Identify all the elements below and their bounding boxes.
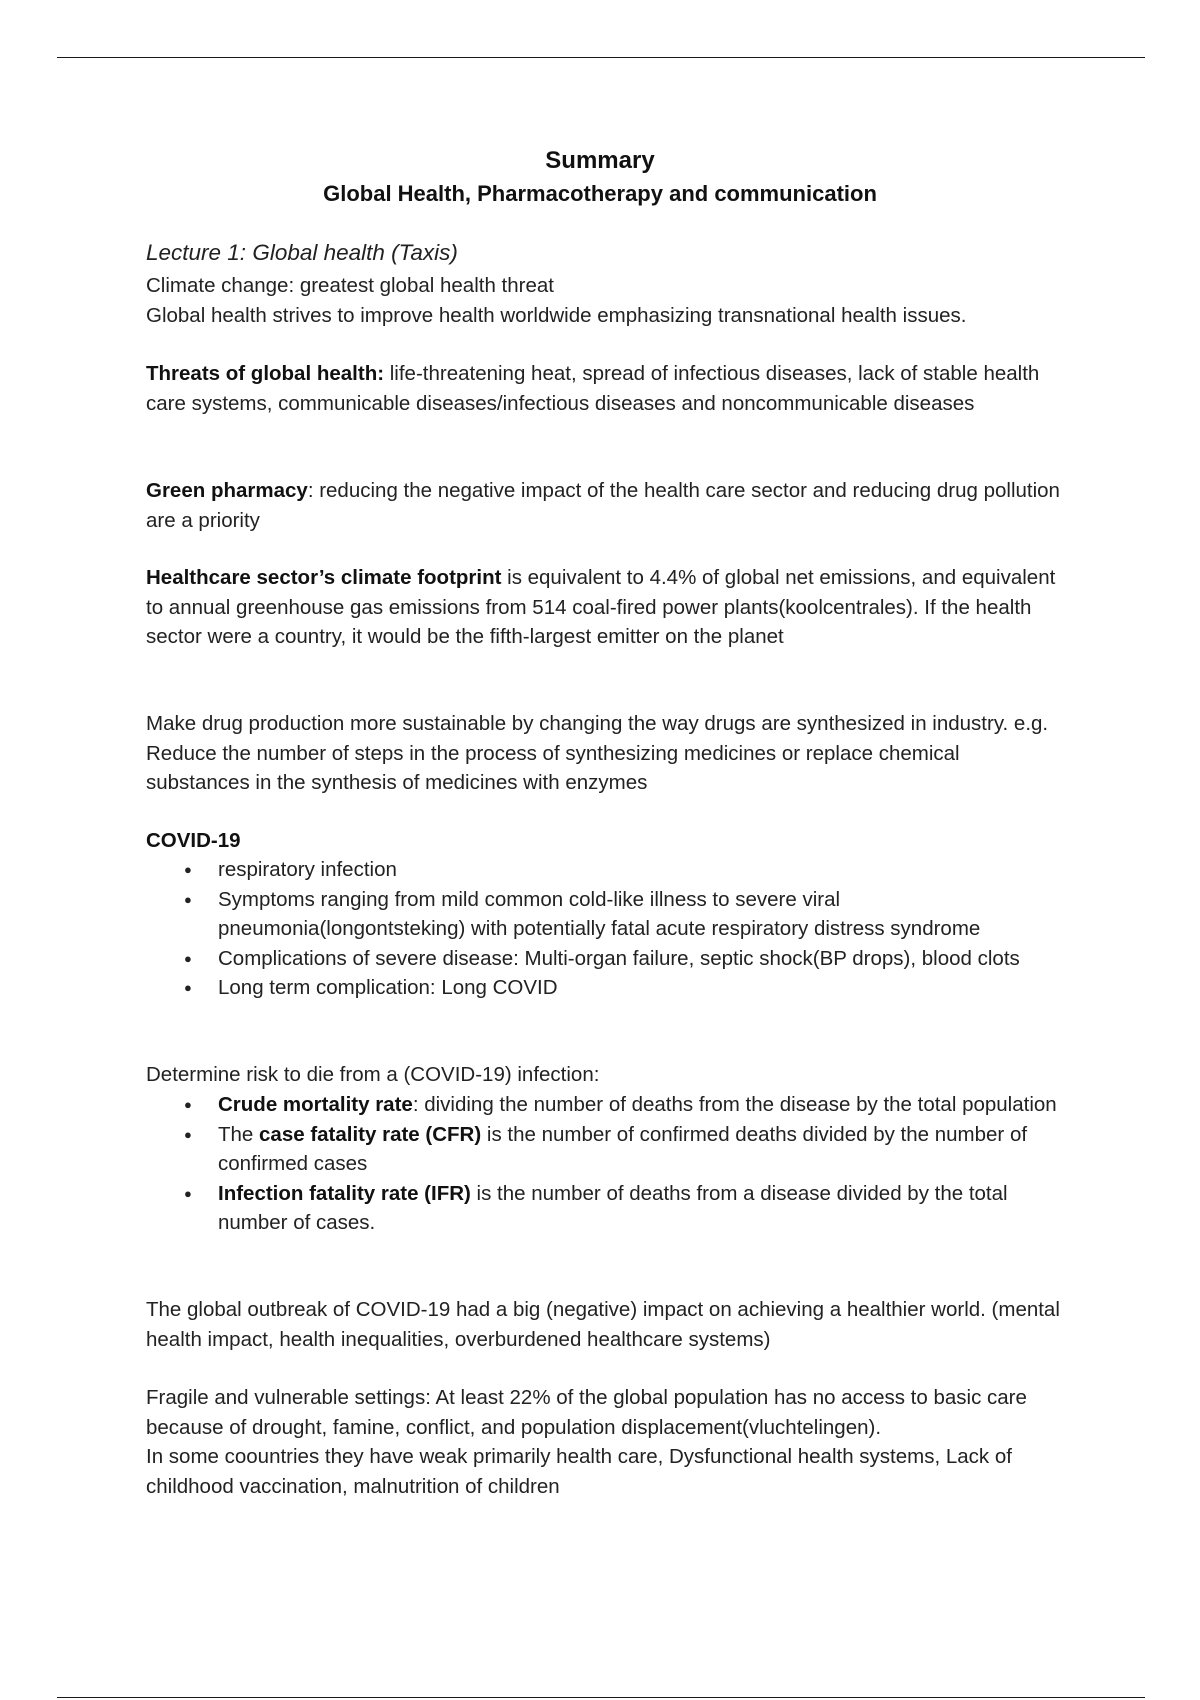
list-item	[146, 1179, 1066, 1238]
threats-paragraph	[146, 359, 1066, 418]
footprint-paragraph	[146, 563, 1066, 652]
covid-heading	[146, 826, 1066, 856]
cfr-term: case fatality rate (CFR)	[259, 1122, 482, 1146]
bottom-rule	[57, 1697, 1145, 1698]
outbreak-paragraph: The global outbreak of COVID-19 had a big (negative) impact on achieving a healthier world. (mental health impact, health inequalities, overburdened healthcare systems)	[146, 1298, 1060, 1351]
document-title: Summary	[545, 147, 655, 174]
crude-mortality-text: : dividing the number of deaths from the disease by the total population	[412, 1093, 1057, 1116]
crude-mortality-term: Crude mortality rate	[218, 1093, 413, 1116]
risk-intro: Determine risk to die from a (COVID-19) infection:	[146, 1063, 600, 1086]
covid-list	[146, 855, 1066, 1003]
lecture-heading: Lecture 1: Global health (Taxis)	[146, 240, 458, 265]
covid-heading-text: COVID-19	[146, 829, 241, 852]
ifr-term: Infection fatality rate (IFR)	[218, 1181, 471, 1205]
intro-line: Climate change: greatest global health threat	[146, 274, 554, 297]
threats-term: Threats of global health:	[146, 362, 385, 385]
green-pharmacy-paragraph	[146, 476, 1066, 535]
list-item: ● Symptoms ranging from mild common cold-like illness to severe viral pneumonia(longontsteking) with potentially fatal acute respiratory distress syndrome	[146, 885, 1066, 944]
list-item: ● Complications of severe disease: Multi-organ failure, septic shock(BP drops), blood clots	[146, 944, 1066, 974]
risk-list	[146, 1090, 1066, 1238]
green-pharmacy-text: : reducing the negative impact of the health care sector and reducing drug pollution are a priority	[146, 479, 1060, 532]
threats-text: life-threatening heat, spread of infectious diseases, lack of stable health care systems, communicable diseases/infectious diseases and noncommunicable diseases	[146, 362, 1040, 415]
list-item	[146, 1090, 1066, 1120]
sustainable-paragraph: Make drug production more sustainable by changing the way drugs are synthesized in industry. e.g. Reduce the number of steps in the process of synthesizing medicines or replace chemical substances in the synthesis of medicines with enzymes	[146, 712, 1049, 794]
list-item: ● respiratory infection	[146, 855, 1066, 885]
cfr-prefix: The	[218, 1122, 260, 1146]
intro-line: Global health strives to improve health worldwide emphasizing transnational health issues.	[146, 304, 967, 327]
footprint-term: Healthcare sector’s climate footprint	[146, 566, 502, 589]
top-rule	[57, 57, 1145, 58]
document-subtitle: Global Health, Pharmacotherapy and communication	[323, 181, 877, 206]
footprint-text: is equivalent to 4.4% of global net emissions, and equivalent to annual greenhouse gas emissions from 514 coal-fired power plants(koolcentrales). If the health sector were a country, it would be the fifth-largest emitter on the planet	[146, 566, 1056, 648]
list-item: ● Long term complication: Long COVID	[146, 973, 1066, 1003]
green-pharmacy-term: Green pharmacy	[146, 479, 308, 502]
list-item	[146, 1120, 1066, 1179]
fragile-paragraph-2: In some coountries they have weak primarily health care, Dysfunctional health systems, Lack of childhood vaccination, malnutrition of children	[146, 1445, 1012, 1498]
cfr-text: is the number of confirmed deaths divided by the number of confirmed cases	[218, 1122, 1028, 1175]
fragile-paragraph: Fragile and vulnerable settings: At least 22% of the global population has no access to basic care because of drought, famine, conflict, and population displacement(vluchtelingen).	[146, 1386, 1027, 1439]
ifr-text: is the number of deaths from a disease divided by the total number of cases.	[218, 1181, 1008, 1234]
